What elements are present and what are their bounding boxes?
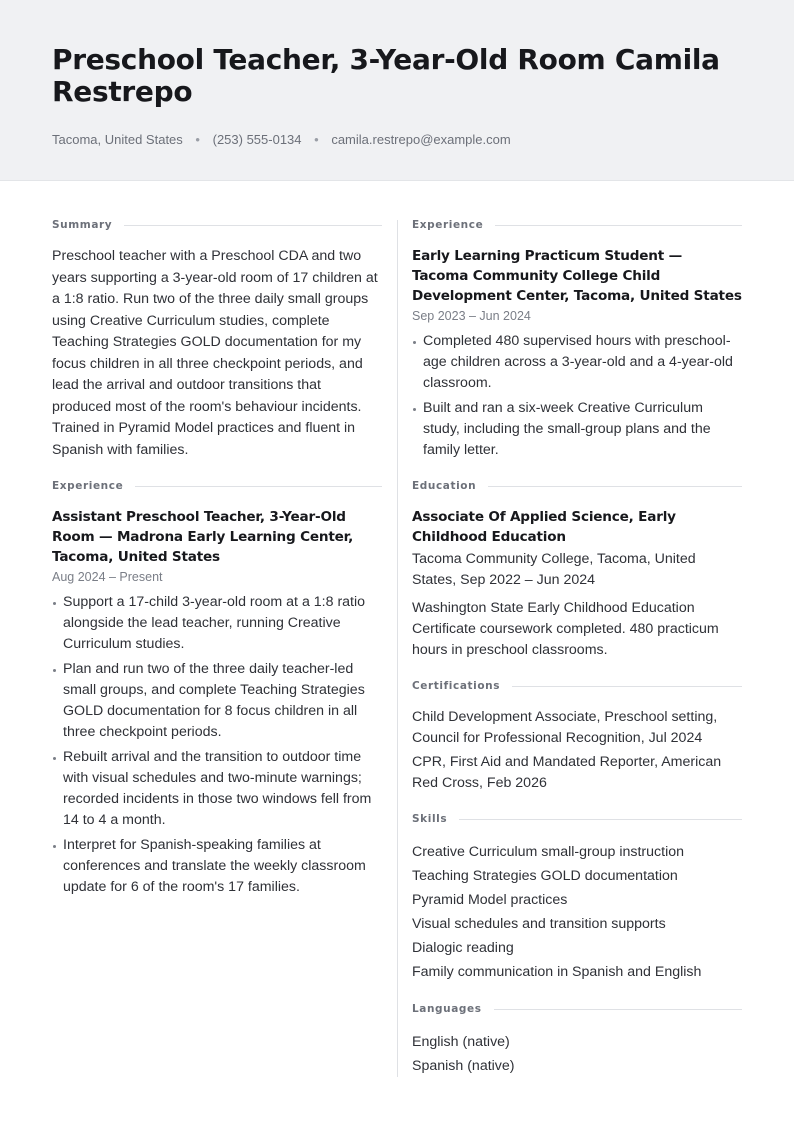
contact-location: Tacoma, United States — [52, 132, 183, 147]
bullet-item: Built and ran a six-week Creative Curriculum study, including the small-group plans and the family letter. — [412, 398, 742, 461]
job-title: Assistant Preschool Teacher, 3-Year-Old Room — Madrona Early Learning Center, Tacoma, United States — [52, 509, 354, 565]
section-title-certifications: Certifications — [412, 680, 501, 692]
left-column — [52, 218, 382, 916]
job-bullets — [412, 331, 742, 461]
languages-section — [412, 1002, 742, 1078]
section-rule — [512, 686, 742, 687]
skill-item: Teaching Strategies GOLD documentation — [412, 868, 678, 884]
skill-item: Pyramid Model practices — [412, 892, 568, 908]
section-heading — [412, 812, 742, 826]
section-title-experience: Experience — [412, 219, 484, 231]
section-title-experience: Experience — [52, 480, 124, 492]
certification-item: CPR, First Aid and Mandated Reporter, American Red Cross, Feb 2026 — [412, 754, 722, 791]
skill-item: Dialogic reading — [412, 940, 514, 956]
section-title-education: Education — [412, 480, 477, 492]
summary-text: Preschool teacher with a Preschool CDA and two years supporting a 3-year-old room of 17 children at a 1:8 ratio. Run two of the three daily small groups using Creative Curriculum studies, complete Teaching Strategies GOLD documentation for my focus children in all three checkpoint periods, and lead the arrival and outdoor transitions that produced most of the room's behaviour incidents. Trained in Pyramid Model practices and fluent in Spanish with families. — [52, 248, 378, 458]
section-title-summary: Summary — [52, 219, 113, 231]
language-item: English (native) — [412, 1034, 510, 1050]
section-heading — [52, 218, 382, 232]
experience-section-right — [412, 218, 742, 461]
resume-header — [0, 0, 794, 181]
job-dates: Aug 2024 – Present — [52, 570, 163, 584]
column-divider — [397, 220, 398, 1077]
section-heading — [412, 218, 742, 232]
contact-separator: • — [195, 132, 200, 147]
certifications-section — [412, 679, 742, 794]
section-rule — [459, 819, 742, 820]
job-title: Early Learning Practicum Student — Tacoma Community College Child Development Center, Tacoma, United States — [412, 248, 742, 304]
education-note: Washington State Early Childhood Education Certificate coursework completed. 480 practicum hours in preschool classrooms. — [412, 600, 719, 658]
contact-separator: • — [314, 132, 319, 147]
certification-item: Child Development Associate, Preschool setting, Council for Professional Recognition, Jul 2024 — [412, 709, 718, 746]
school-info: Tacoma Community College, Tacoma, United States, Sep 2022 – Jun 2024 — [412, 551, 696, 588]
skill-item: Visual schedules and transition supports — [412, 916, 666, 932]
contact-line — [52, 132, 511, 147]
bullet-item: Interpret for Spanish-speaking families at conferences and translate the weekly classroom update for 6 of the room's 17 families. — [52, 835, 382, 898]
right-column — [412, 218, 742, 1096]
section-heading — [412, 679, 742, 693]
degree-title: Associate Of Applied Science, Early Childhood Education — [412, 509, 676, 545]
contact-email: camila.restrepo@example.com — [331, 132, 511, 147]
section-heading — [412, 479, 742, 493]
bullet-item: Plan and run two of the three daily teacher-led small groups, and complete Teaching Strategies GOLD documentation for 8 focus children in all three checkpoint periods. — [52, 659, 382, 743]
section-rule — [488, 486, 742, 487]
section-heading — [412, 1002, 742, 1016]
contact-phone: (253) 555-0134 — [212, 132, 302, 147]
education-section — [412, 479, 742, 661]
summary-section — [52, 218, 382, 461]
section-title-skills: Skills — [412, 813, 448, 825]
skill-item: Family communication in Spanish and English — [412, 964, 702, 980]
job-bullets — [52, 592, 382, 898]
experience-section-left — [52, 479, 382, 898]
language-item: Spanish (native) — [412, 1058, 515, 1074]
skills-section — [412, 812, 742, 984]
section-rule — [124, 225, 382, 226]
bullet-item: Completed 480 supervised hours with preschool-age children across a 3-year-old and a 4-year-old classroom. — [412, 331, 742, 394]
skill-item: Creative Curriculum small-group instruction — [412, 844, 685, 860]
section-heading — [52, 479, 382, 493]
bullet-item: Rebuilt arrival and the transition to outdoor time with visual schedules and two-minute warnings; recorded incidents in those two windows fell from 14 to 4 a month. — [52, 747, 382, 831]
section-rule — [495, 225, 742, 226]
job-dates: Sep 2023 – Jun 2024 — [412, 309, 531, 323]
candidate-name: Preschool Teacher, 3-Year-Old Room Camila Restrepo — [52, 43, 720, 108]
bullet-item: Support a 17-child 3-year-old room at a 1:8 ratio alongside the lead teacher, running Creative Curriculum studies. — [52, 592, 382, 655]
section-title-languages: Languages — [412, 1003, 482, 1015]
section-rule — [494, 1009, 742, 1010]
section-rule — [135, 486, 382, 487]
